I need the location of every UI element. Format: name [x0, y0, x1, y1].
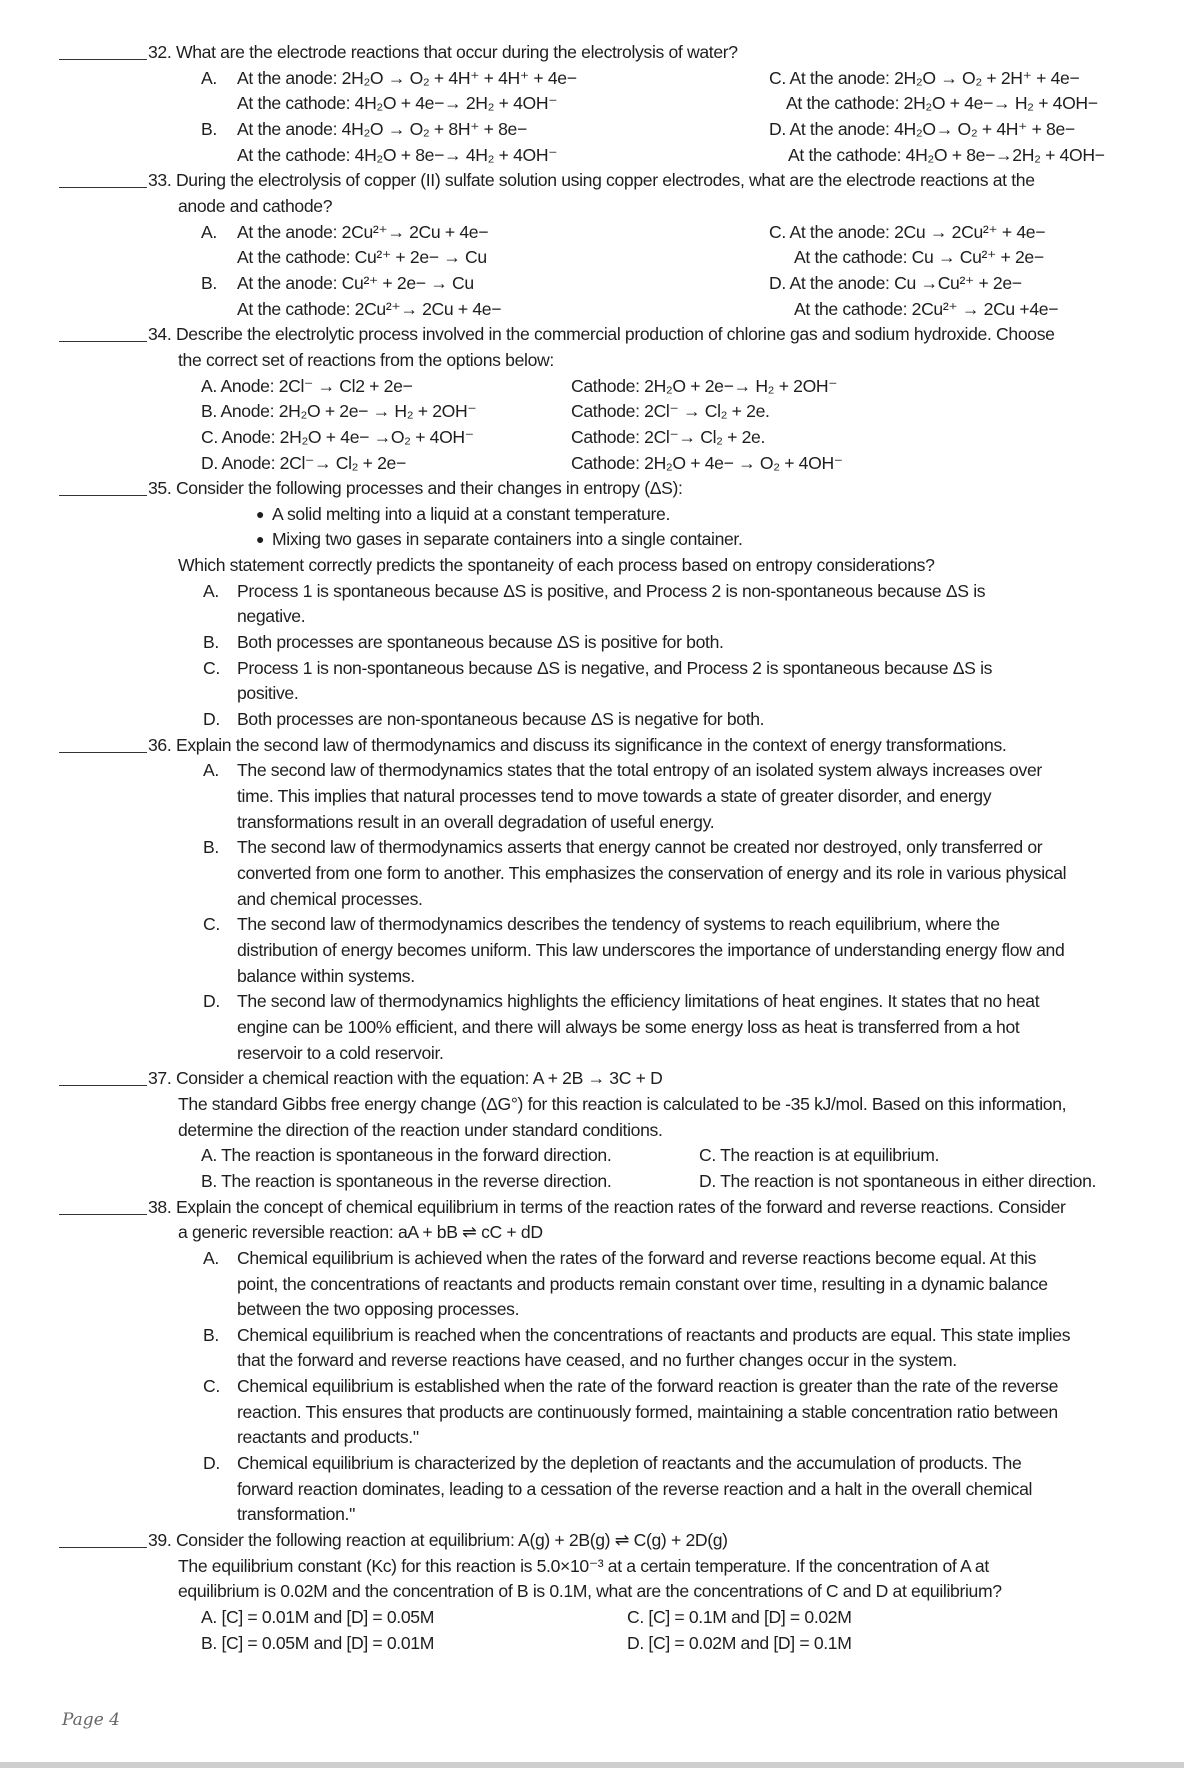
option-c-cathode: At the cathode: 2H₂O + 4e−→ H₂ + 4OH−	[786, 93, 1098, 114]
option-letter: C.	[203, 1376, 220, 1397]
question-stem: 33. During the electrolysis of copper (II) sulfate solution using copper electrodes, what are the electrode reactions at the	[148, 170, 1035, 191]
option-d-cathode: Cathode: 2H₂O + 4e− → O₂ + 4OH⁻	[571, 452, 843, 473]
option-d-cathode: At the cathode: 4H₂O + 8e−→2H₂ + 4OH−	[788, 144, 1105, 165]
answer-blank[interactable]	[59, 1214, 147, 1215]
option-b-text: Chemical equilibrium is reached when the concentrations of reactants and products are equal. This state implies	[237, 1324, 1071, 1345]
option-c-cathode: Cathode: 2Cl⁻→ Cl₂ + 2e.	[571, 426, 766, 447]
page-bottom-edge	[0, 1762, 1184, 1768]
question-text: The equilibrium constant (Kc) for this reaction is 5.0×10⁻³ at a certain temperature. If the concentration of A at	[178, 1555, 989, 1576]
option-d-anode: D. Anode: 2Cl⁻→ Cl₂ + 2e−	[201, 452, 406, 473]
option-b-text: The second law of thermodynamics asserts that energy cannot be created nor destroyed, only transferred or	[237, 837, 1043, 858]
option-c-text: positive.	[237, 683, 299, 704]
option-a-text: negative.	[237, 606, 306, 627]
answer-blank[interactable]	[59, 752, 147, 753]
option-d-anode: D. At the anode: Cu →Cu²⁺ + 2e−	[769, 272, 1022, 293]
question-text: equilibrium is 0.02M and the concentration of B is 0.1M, what are the concentrations of C and D at equilibrium?	[178, 1581, 1002, 1602]
question-stem: 37. Consider a chemical reaction with the equation: A + 2B → 3C + D	[148, 1068, 663, 1089]
option-d-text: The second law of thermodynamics highlights the efficiency limitations of heat engines. It states that no heat	[237, 991, 1040, 1012]
option-d: D. The reaction is not spontaneous in either direction.	[699, 1170, 1097, 1191]
answer-blank[interactable]	[59, 59, 147, 60]
option-letter: D.	[203, 1453, 220, 1474]
option-c-text: The second law of thermodynamics describes the tendency of systems to reach equilibrium, where the	[237, 914, 1000, 935]
option-b: B. [C] = 0.05M and [D] = 0.01M	[201, 1632, 435, 1653]
question-stem: 32. What are the electrode reactions that occur during the electrolysis of water?	[148, 42, 738, 62]
option-letter: C.	[203, 914, 220, 935]
question-text: determine the direction of the reaction under standard conditions.	[178, 1119, 663, 1140]
option-a-cathode: At the cathode: Cu²⁺ + 2e− → Cu	[237, 247, 487, 268]
option-b-text: that the forward and reverse reactions have ceased, and no further changes occur in the system.	[237, 1350, 957, 1371]
question-39	[0, 1528, 1184, 1554]
option-c-text: balance within systems.	[237, 965, 415, 986]
option-b-text: and chemical processes.	[237, 888, 423, 909]
option-letter: D.	[203, 709, 220, 730]
answer-blank[interactable]	[59, 1547, 147, 1548]
option-c-text: Chemical equilibrium is established when the rate of the forward reaction is greater than the rate of the reverse	[237, 1376, 1059, 1397]
question-36	[0, 733, 1184, 759]
option-b-anode: At the anode: Cu²⁺ + 2e− → Cu	[237, 272, 474, 293]
page-number: Page 4	[62, 1710, 120, 1730]
answer-blank[interactable]	[59, 495, 147, 496]
option-letter: B.	[201, 118, 217, 139]
option-letter: A.	[203, 580, 219, 601]
option-c-anode: C. Anode: 2H₂O + 4e− →O₂ + 4OH⁻	[201, 426, 474, 447]
worksheet-page	[0, 40, 1184, 1656]
option-a-text: The second law of thermodynamics states that the total entropy of an isolated system always increases over	[237, 760, 1042, 781]
question-stem: 38. Explain the concept of chemical equilibrium in terms of the reaction rates of the forward and reverse reactions. Consider	[148, 1196, 1066, 1217]
option-letter: A.	[201, 221, 217, 242]
question-stem-cont: a generic reversible reaction: aA + bB ⇌ cC + dD	[178, 1222, 543, 1243]
answer-blank[interactable]	[59, 187, 147, 188]
option-d-text: forward reaction dominates, leading to a cessation of the reverse reaction and a halt in the overall chemical	[237, 1478, 1033, 1499]
option-b-cathode: At the cathode: 4H₂O + 8e−→ 4H₂ + 4OH⁻	[237, 144, 558, 165]
option-d-cathode: At the cathode: 2Cu²⁺ → 2Cu +4e−	[794, 298, 1059, 319]
option-a-text: Process 1 is spontaneous because ΔS is positive, and Process 2 is non-spontaneous because ΔS is	[237, 580, 986, 601]
option-letter: B.	[203, 632, 219, 653]
bullet-icon: ●	[256, 505, 265, 522]
option-letter: A.	[203, 1247, 219, 1268]
question-35	[0, 476, 1184, 502]
option-a-anode: At the anode: 2H₂O → O₂ + 4H⁺ + 4H⁺ + 4e−	[237, 67, 577, 88]
option-a-anode: A. Anode: 2Cl⁻ → Cl2 + 2e−	[201, 375, 413, 396]
option-a-text: between the two opposing processes.	[237, 1299, 520, 1320]
option-c-anode: C. At the anode: 2H₂O → O₂ + 2H⁺ + 4e−	[769, 67, 1080, 88]
question-stem: 36. Explain the second law of thermodynamics and discuss its significance in the context of energy transformations.	[148, 734, 1007, 755]
option-letter: A.	[203, 760, 219, 781]
question-32	[0, 40, 1184, 66]
option-c-text: distribution of energy becomes uniform. This law underscores the importance of understanding energy flow and	[237, 939, 1065, 960]
option-letter: A.	[201, 67, 217, 88]
option-c-text: reaction. This ensures that products are continuously formed, maintaining a stable concentration ratio between	[237, 1401, 1058, 1422]
option-b-cathode: Cathode: 2Cl⁻ → Cl₂ + 2e.	[571, 401, 770, 422]
option-a: A. The reaction is spontaneous in the forward direction.	[201, 1145, 612, 1166]
question-37	[0, 1066, 1184, 1092]
option-d-text: transformation."	[237, 1504, 355, 1525]
question-33	[0, 168, 1184, 194]
option-d-text: Both processes are non-spontaneous because ΔS is negative for both.	[237, 709, 765, 730]
answer-blank[interactable]	[59, 341, 147, 342]
option-b: B. The reaction is spontaneous in the reverse direction.	[201, 1170, 612, 1191]
option-a-text: transformations result in an overall degradation of useful energy.	[237, 811, 715, 832]
question-stem-cont: the correct set of reactions from the options below:	[178, 349, 554, 370]
bullet-icon: ●	[256, 531, 265, 548]
option-d-text: Chemical equilibrium is characterized by the depletion of reactants and the accumulation of products. The	[237, 1453, 1022, 1474]
option-a-text: Chemical equilibrium is achieved when the rates of the forward and reverse reactions become equal. At this	[237, 1247, 1037, 1268]
option-c-cathode: At the cathode: Cu → Cu²⁺ + 2e−	[794, 247, 1044, 268]
question-34	[0, 322, 1184, 348]
option-c-anode: C. At the anode: 2Cu → 2Cu²⁺ + 4e−	[769, 221, 1046, 242]
answer-blank[interactable]	[59, 1085, 147, 1086]
option-d: D. [C] = 0.02M and [D] = 0.1M	[627, 1632, 852, 1653]
option-letter: B.	[203, 837, 219, 858]
bullet-item: A solid melting into a liquid at a constant temperature.	[272, 503, 671, 524]
question-text: The standard Gibbs free energy change (ΔG°) for this reaction is calculated to be -35 kJ/mol. Based on this information,	[178, 1093, 1067, 1114]
question-prompt: Which statement correctly predicts the spontaneity of each process based on entropy considerations?	[178, 555, 935, 576]
option-a-cathode: At the cathode: 4H₂O + 4e−→ 2H₂ + 4OH⁻	[237, 93, 558, 114]
option-a-cathode: Cathode: 2H₂O + 2e−→ H₂ + 2OH⁻	[571, 375, 838, 396]
option-a-text: time. This implies that natural processes tend to move towards a state of greater disorder, and energy	[237, 786, 992, 807]
bullet-item: Mixing two gases in separate containers into a single container.	[272, 529, 743, 550]
option-c: C. [C] = 0.1M and [D] = 0.02M	[627, 1607, 852, 1628]
option-letter: B.	[201, 272, 217, 293]
question-stem: 39. Consider the following reaction at equilibrium: A(g) + 2B(g) ⇌ C(g) + 2D(g)	[148, 1530, 728, 1551]
question-38	[0, 1195, 1184, 1221]
option-a-text: point, the concentrations of reactants and products remain constant over time, resulting in a dynamic balance	[237, 1273, 1048, 1294]
option-a-anode: At the anode: 2Cu²⁺→ 2Cu + 4e−	[237, 221, 489, 242]
option-letter: C.	[203, 657, 220, 678]
option-b-anode: B. Anode: 2H₂O + 2e− → H₂ + 2OH⁻	[201, 401, 477, 422]
option-d-text: reservoir to a cold reservoir.	[237, 1042, 444, 1063]
question-stem: 35. Consider the following processes and their changes in entropy (ΔS):	[148, 478, 683, 499]
option-b-anode: At the anode: 4H₂O → O₂ + 8H⁺ + 8e−	[237, 118, 527, 139]
option-b-text: Both processes are spontaneous because ΔS is positive for both.	[237, 632, 724, 653]
question-stem: 34. Describe the electrolytic process involved in the commercial production of chlorine gas and sodium hydroxide. Choose	[148, 324, 1055, 345]
option-d-text: engine can be 100% efficient, and there will always be some energy loss as heat is transferred from a hot	[237, 1016, 1020, 1037]
option-c: C. The reaction is at equilibrium.	[699, 1145, 940, 1166]
option-b-cathode: At the cathode: 2Cu²⁺→ 2Cu + 4e−	[237, 298, 502, 319]
option-letter: D.	[203, 991, 220, 1012]
option-c-text: Process 1 is non-spontaneous because ΔS is negative, and Process 2 is spontaneous because ΔS is	[237, 657, 993, 678]
option-letter: B.	[203, 1324, 219, 1345]
option-d-anode: D. At the anode: 4H₂O→ O₂ + 4H⁺ + 8e−	[769, 118, 1075, 139]
option-a: A. [C] = 0.01M and [D] = 0.05M	[201, 1607, 435, 1628]
option-c-text: reactants and products."	[237, 1427, 419, 1448]
option-b-text: converted from one form to another. This emphasizes the conservation of energy and its role in various physical	[237, 863, 1067, 883]
question-stem-cont: anode and cathode?	[178, 195, 333, 216]
